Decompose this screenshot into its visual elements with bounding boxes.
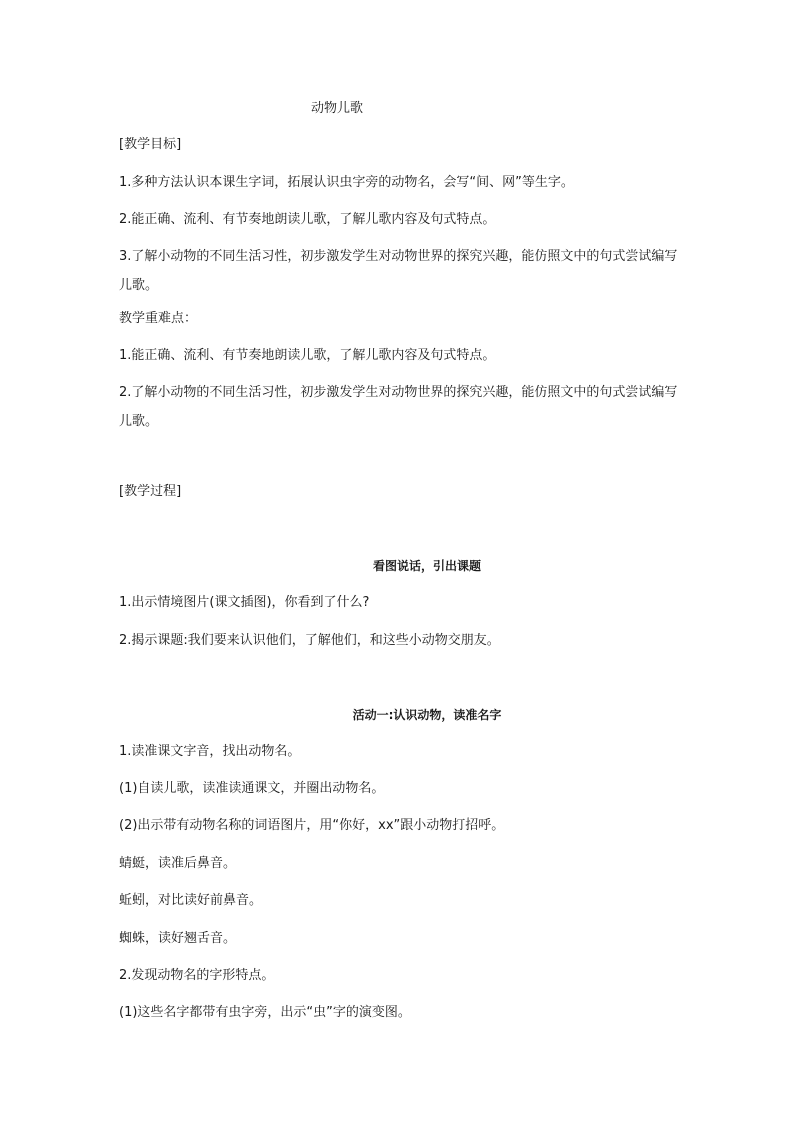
section1-item-2: 2.揭示课题:我们要来认识他们，了解他们，和这些小动物交朋友。 xyxy=(119,633,500,648)
section2-item-8: (1)这些名字都带有虫字旁，出示“虫”字的演变图。 xyxy=(119,1005,411,1020)
section1-heading: 看图说话，引出课题 xyxy=(372,559,481,573)
section2-item-5: 蚯蚓，对比读好前鼻音。 xyxy=(119,893,263,908)
section2-heading: 活动一:认识动物，读准名字 xyxy=(352,708,502,722)
key-point-item-1: 1.能正确、流利、有节奏地朗读儿歌，了解儿歌内容及句式特点。 xyxy=(119,348,496,363)
key-points-heading: 教学重难点： xyxy=(119,311,198,326)
section2-item-2: (1)自读儿歌，读准读通课文，并圈出动物名。 xyxy=(119,781,385,796)
section2-item-7: 2.发现动物名的字形特点。 xyxy=(119,968,275,983)
document-title: 动物儿歌 xyxy=(310,101,363,116)
section2-item-4: 蜻蜓，读准后鼻音。 xyxy=(119,856,237,871)
section2-item-6: 蜘蛛，读好翘舌音。 xyxy=(119,931,237,946)
section2-item-1: 1.读准课文字音，找出动物名。 xyxy=(119,744,301,759)
goal-item-2: 2.能正确、流利、有节奏地朗读儿歌，了解儿歌内容及句式特点。 xyxy=(119,212,496,227)
section1-item-1: 1.出示情境图片(课文插图)，你看到了什么? xyxy=(119,595,370,610)
goals-heading: [教学目标] xyxy=(119,137,182,152)
goal-item-3: 3.了解小动物的不同生活习性，初步激发学生对动物世界的探究兴趣，能仿照文中的句式尝试编写儿歌。 xyxy=(119,249,678,293)
section2-item-3: (2)出示带有动物名称的词语图片，用“你好，xx”跟小动物打招呼。 xyxy=(119,818,505,833)
key-point-item-2: 2.了解小动物的不同生活习性，初步激发学生对动物世界的探究兴趣，能仿照文中的句式尝试编写儿歌。 xyxy=(119,385,678,429)
goal-item-1: 1.多种方法认识本课生字词，拓展认识虫字旁的动物名，会写“间、网”等生字。 xyxy=(119,175,574,190)
process-heading: [教学过程] xyxy=(119,484,182,499)
